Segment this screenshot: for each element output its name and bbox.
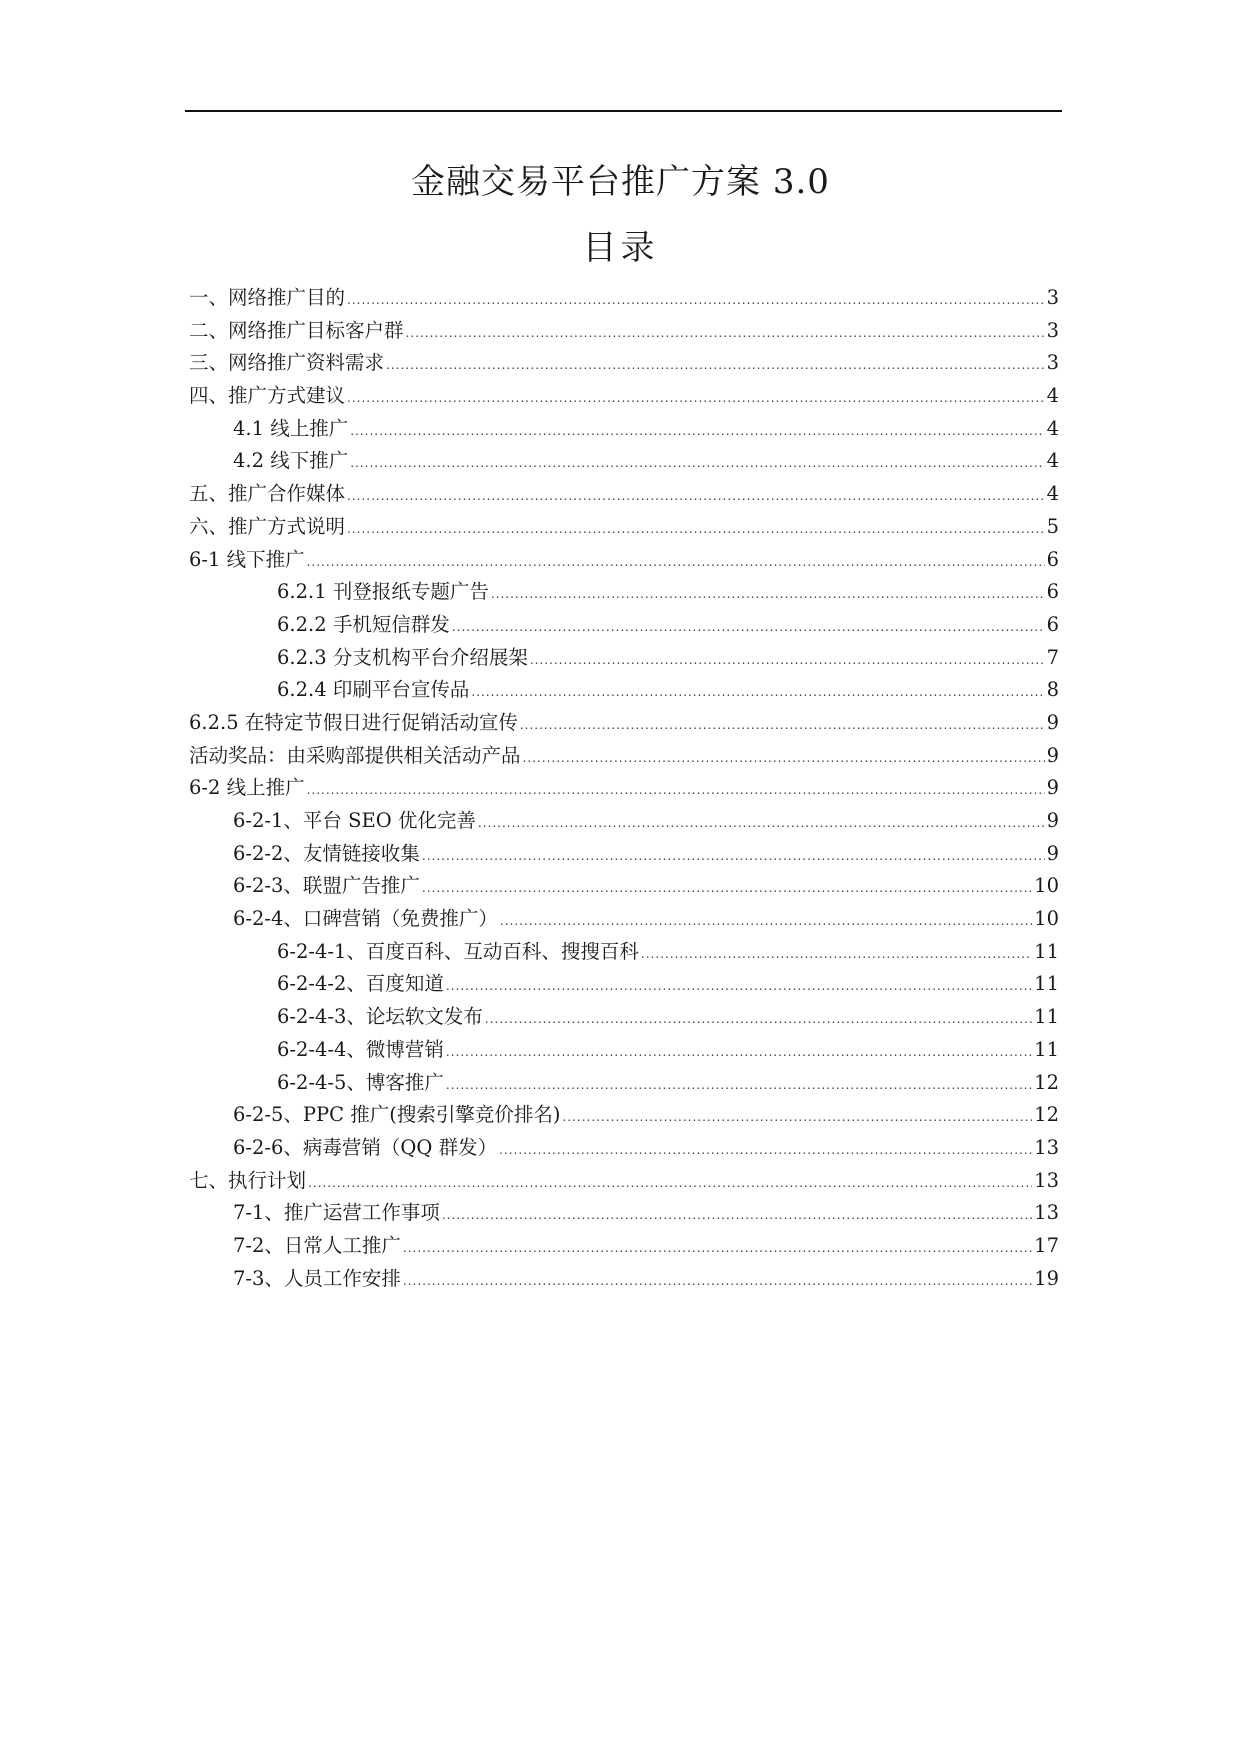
- toc-entry-page-number: 6: [1046, 547, 1059, 571]
- toc-entry-page-number: 4: [1046, 449, 1059, 473]
- toc-leader-dots: [442, 1199, 1032, 1232]
- toc-leader-dots: [347, 480, 1045, 513]
- toc-entry-page-number: 12: [1034, 1103, 1059, 1127]
- toc-entry-label: 6-2-4-3、论坛软文发布: [277, 1005, 483, 1029]
- toc-leader-dots: [308, 1167, 1032, 1200]
- toc-entry-page-number: 9: [1046, 710, 1059, 734]
- toc-leader-dots: [520, 709, 1045, 742]
- toc-entry[interactable]: [189, 1132, 1059, 1165]
- toc-entry[interactable]: [189, 870, 1059, 903]
- toc-leader-dots: [446, 1036, 1032, 1069]
- toc-entry[interactable]: [189, 576, 1059, 609]
- toc-entry[interactable]: [189, 478, 1059, 511]
- toc-leader-dots: [347, 513, 1045, 546]
- toc-entry-page-number: 11: [1034, 1037, 1059, 1061]
- toc-entry[interactable]: [189, 347, 1059, 380]
- toc-entry[interactable]: [189, 1230, 1059, 1263]
- toc-leader-dots: [499, 1134, 1032, 1167]
- toc-entry-label: 6-2 线上推广: [189, 776, 305, 800]
- toc-leader-dots: [530, 644, 1045, 677]
- toc-entry[interactable]: [189, 1067, 1059, 1100]
- toc-entry-page-number: 4: [1046, 482, 1059, 506]
- toc-entry-label: 6-2-3、联盟广告推广: [233, 874, 420, 898]
- toc-entry-page-number: 3: [1046, 286, 1059, 309]
- toc-entry-label: 6-2-1、平台 SEO 优化完善: [233, 809, 476, 832]
- toc-entry-label: 6-2-4-2、百度知道: [277, 972, 444, 996]
- toc-leader-dots: [403, 1232, 1032, 1265]
- toc-entry-page-number: 6: [1046, 580, 1059, 604]
- toc-entry[interactable]: [189, 315, 1059, 348]
- toc-entry-page-number: 8: [1046, 678, 1059, 702]
- toc-leader-dots: [485, 1003, 1032, 1036]
- toc-entry-label: 6-2-4-4、微博营销: [277, 1037, 444, 1061]
- toc-entry[interactable]: [189, 642, 1059, 675]
- toc-leader-dots: [347, 284, 1045, 317]
- toc-leader-dots: [350, 415, 1044, 448]
- toc-leader-dots: [562, 1101, 1032, 1134]
- toc-leader-dots: [641, 938, 1032, 971]
- toc-entry-label: 6.2.1 刊登报纸专题广告: [277, 580, 489, 604]
- toc-entry[interactable]: [189, 1099, 1059, 1132]
- toc-entry[interactable]: [189, 1001, 1059, 1034]
- toc-entry-page-number: 5: [1046, 514, 1059, 538]
- toc-entry-page-number: 12: [1034, 1070, 1059, 1094]
- document-title: 金融交易平台推广方案 3.0: [411, 162, 830, 202]
- toc-entry[interactable]: [189, 903, 1059, 936]
- toc-entry-page-number: 9: [1046, 776, 1059, 800]
- toc-entry-label: 6-2-4-1、百度百科、互动百科、搜搜百科: [277, 939, 639, 963]
- toc-entry-page-number: 13: [1034, 1135, 1059, 1159]
- toc-entry-page-number: 7: [1046, 645, 1059, 669]
- toc-entry-label: 五、推广合作媒体: [189, 482, 346, 506]
- toc-entry-label: 4.1 线上推广: [233, 416, 349, 440]
- toc-entry-page-number: 11: [1034, 1005, 1059, 1029]
- toc-entry-page-number: 6: [1046, 612, 1059, 636]
- toc-entry-label: 四、推广方式建议: [189, 384, 346, 408]
- toc-entry[interactable]: [189, 740, 1059, 773]
- toc-entry[interactable]: [189, 609, 1059, 642]
- toc-entry[interactable]: [189, 805, 1059, 838]
- toc-entry-page-number: 3: [1046, 318, 1059, 342]
- toc-entry-page-number: 13: [1034, 1168, 1059, 1192]
- toc-entry-label: 6-2-2、友情链接收集: [233, 841, 420, 865]
- header-rule: [185, 110, 1062, 112]
- toc-leader-dots: [446, 1069, 1032, 1102]
- toc-entry-label: 6-2-4、口碑营销（免费推广）: [233, 907, 498, 931]
- toc-entry-page-number: 10: [1034, 907, 1059, 931]
- toc-heading: 目录: [582, 228, 659, 268]
- toc-entry-label: 7-3、人员工作安排: [233, 1266, 401, 1290]
- toc-leader-dots: [471, 676, 1044, 709]
- toc-entry-page-number: 11: [1034, 972, 1059, 996]
- toc-entry[interactable]: [189, 1165, 1059, 1198]
- toc-leader-dots: [422, 872, 1032, 905]
- toc-leader-dots: [491, 578, 1045, 611]
- toc-entry-page-number: 11: [1034, 939, 1059, 963]
- toc-entry[interactable]: [189, 1197, 1059, 1230]
- toc-leader-dots: [386, 349, 1045, 382]
- toc-entry-label: 6.2.3 分支机构平台介绍展架: [277, 645, 528, 669]
- toc-entry-label: 活动奖品：由采购部提供相关活动产品: [189, 743, 521, 767]
- toc-entry-label: 一、网络推广目的: [189, 286, 346, 309]
- toc-entry-page-number: 19: [1034, 1266, 1059, 1290]
- toc-leader-dots: [406, 317, 1045, 350]
- toc-leader-dots: [307, 546, 1045, 579]
- toc-entry-page-number: 17: [1034, 1233, 1059, 1257]
- toc-entry[interactable]: [189, 1263, 1059, 1296]
- toc-entry-label: 7-2、日常人工推广: [233, 1233, 401, 1257]
- toc-entry-page-number: 9: [1046, 809, 1059, 832]
- toc-entry-label: 6-2-5、PPC 推广(搜索引擎竞价排名): [233, 1103, 561, 1127]
- toc-entry-page-number: 13: [1034, 1201, 1059, 1225]
- toc-entry-label: 七、执行计划: [189, 1168, 307, 1192]
- toc-entry-label: 4.2 线下推广: [233, 449, 349, 473]
- table-of-contents: [189, 282, 1059, 1295]
- toc-entry-label: 六、推广方式说明: [189, 514, 346, 538]
- toc-entry-page-number: 3: [1046, 351, 1059, 375]
- toc-entry[interactable]: [189, 838, 1059, 871]
- toc-entry-label: 7-1、推广运营工作事项: [233, 1201, 440, 1225]
- toc-entry[interactable]: [189, 772, 1059, 805]
- toc-entry-page-number: 4: [1046, 384, 1059, 408]
- toc-leader-dots: [403, 1265, 1032, 1298]
- toc-entry[interactable]: [189, 511, 1059, 544]
- toc-leader-dots: [478, 807, 1045, 840]
- toc-entry-label: 6.2.2 手机短信群发: [277, 612, 450, 636]
- toc-entry[interactable]: [189, 380, 1059, 413]
- toc-leader-dots: [446, 970, 1032, 1003]
- toc-leader-dots: [307, 774, 1045, 807]
- toc-entry-page-number: 9: [1046, 841, 1059, 865]
- toc-entry[interactable]: [189, 282, 1059, 315]
- toc-entry[interactable]: [189, 445, 1059, 478]
- toc-entry[interactable]: [189, 707, 1059, 740]
- toc-entry[interactable]: [189, 674, 1059, 707]
- toc-entry[interactable]: [189, 413, 1059, 446]
- toc-entry-label: 6-2-6、病毒营销（QQ 群发）: [233, 1135, 498, 1159]
- toc-leader-dots: [500, 905, 1032, 938]
- toc-entry-label: 二、网络推广目标客户群: [189, 318, 404, 342]
- toc-entry[interactable]: [189, 1034, 1059, 1067]
- toc-entry-label: 6.2.4 印刷平台宣传品: [277, 678, 470, 702]
- toc-entry-page-number: 4: [1046, 416, 1059, 440]
- toc-entry-label: 6-1 线下推广: [189, 547, 305, 571]
- toc-leader-dots: [523, 742, 1045, 775]
- toc-entry[interactable]: [189, 544, 1059, 577]
- toc-entry-label: 三、网络推广资料需求: [189, 351, 385, 375]
- toc-entry[interactable]: [189, 936, 1059, 969]
- toc-entry[interactable]: [189, 968, 1059, 1001]
- toc-entry-page-number: 10: [1034, 874, 1059, 898]
- toc-entry-label: 6.2.5 在特定节假日进行促销活动宣传: [189, 710, 518, 734]
- toc-leader-dots: [422, 840, 1045, 873]
- toc-entry-page-number: 9: [1046, 743, 1059, 767]
- toc-leader-dots: [347, 382, 1045, 415]
- toc-entry-label: 6-2-4-5、博客推广: [277, 1070, 444, 1094]
- toc-leader-dots: [452, 611, 1045, 644]
- toc-leader-dots: [350, 447, 1044, 480]
